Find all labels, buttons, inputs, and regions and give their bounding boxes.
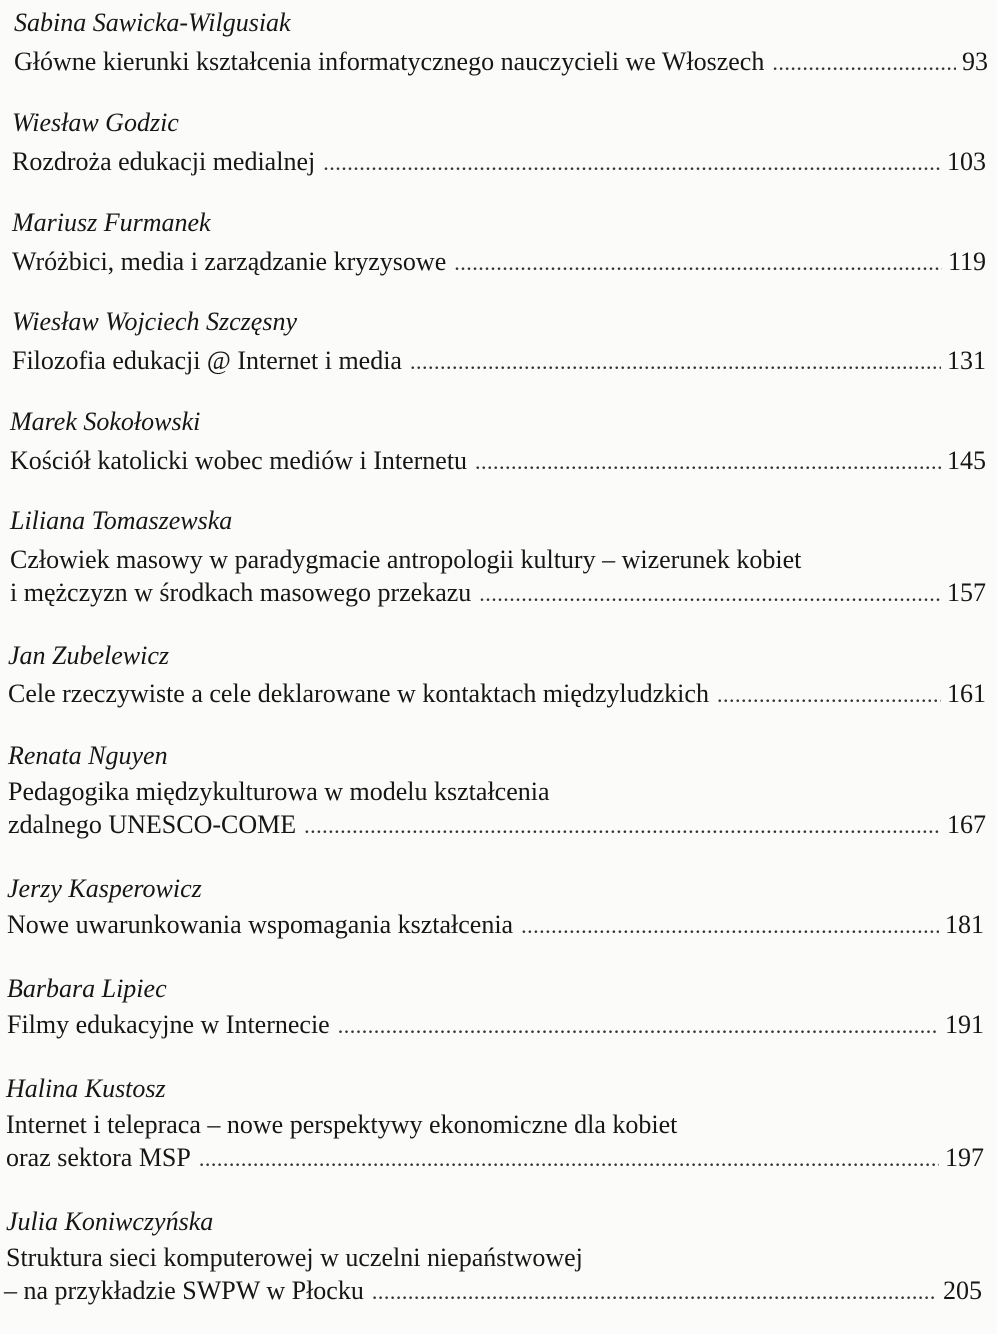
entry-title-row (12, 146, 986, 179)
entry-title-row (7, 909, 984, 942)
entry-title-row (6, 1142, 984, 1175)
leader-dots (199, 1143, 939, 1175)
entry-author: Barbara Lipiec (7, 974, 167, 1003)
leader-dots (410, 346, 941, 378)
entry-page-number: 145 (947, 446, 986, 475)
leader-dots (372, 1276, 937, 1308)
entry-title-row (12, 345, 986, 378)
entry-page-number: 131 (947, 346, 986, 375)
entry-author: Jerzy Kasperowicz (7, 874, 202, 903)
entry-title: – na przykładzie SWPW w Płocku (4, 1276, 364, 1305)
entry-title: Filmy edukacyjne w Internecie (7, 1010, 330, 1039)
entry-title-row (8, 678, 986, 711)
entry-page-number: 157 (947, 578, 986, 607)
entry-author: Mariusz Furmanek (12, 208, 211, 237)
entry-page-number: 167 (947, 810, 986, 839)
entry-author: Jan Zubelewicz (8, 641, 170, 670)
entry-title: Główne kierunki kształcenia informatycznego nauczycieli we Włoszech (14, 47, 765, 76)
leader-dots (717, 679, 941, 711)
entry-title-line: Pedagogika międzykulturowa w modelu kształcenia (8, 777, 550, 806)
entry-author: Renata Nguyen (8, 741, 168, 770)
entry-page-number: 161 (947, 679, 986, 708)
entry-page-number: 205 (943, 1276, 982, 1305)
entry-title: Rozdroża edukacji medialnej (12, 147, 316, 176)
entry-title: Nowe uwarunkowania wspomagania kształcenia (7, 910, 514, 939)
entry-title: Wróżbici, media i zarządzanie kryzysowe (12, 247, 447, 276)
entry-page-number: 93 (962, 47, 988, 76)
leader-dots (454, 247, 942, 279)
entry-page-number: 119 (947, 247, 986, 276)
entry-author: Sabina Sawicka-Wilgusiak (14, 8, 291, 37)
entry-title-row (12, 246, 986, 279)
leader-dots (521, 910, 939, 942)
entry-author: Halina Kustosz (6, 1074, 166, 1103)
leader-dots (475, 446, 941, 478)
leader-dots (323, 147, 941, 179)
entry-title-row (7, 1009, 984, 1042)
entry-title-line: Człowiek masowy w paradygmacie antropologii kultury – wizerunek kobiet (10, 545, 802, 574)
entry-title-row (14, 46, 988, 79)
entry-page-number: 197 (945, 1143, 984, 1172)
entry-title-row (10, 577, 986, 610)
entry-title: oraz sektora MSP (6, 1143, 191, 1172)
entry-author: Wiesław Wojciech Szczęsny (12, 307, 297, 336)
entry-title: Cele rzeczywiste a cele deklarowane w kontaktach międzyludzkich (8, 679, 709, 708)
entry-author: Liliana Tomaszewska (10, 506, 233, 535)
entry-title-line: Struktura sieci komputerowej w uczelni niepaństwowej (6, 1243, 583, 1272)
entry-title: Kościół katolicki wobec mediów i Internetu (10, 446, 468, 475)
entry-title: i mężczyzn w środkach masowego przekazu (10, 578, 472, 607)
entry-author: Julia Koniwczyńska (6, 1207, 214, 1236)
entry-title: Filozofia edukacji @ Internet i media (12, 346, 402, 375)
entry-page-number: 103 (947, 147, 986, 176)
entry-title: zdalnego UNESCO-COME (8, 810, 297, 839)
leader-dots (304, 810, 941, 842)
entry-page-number: 191 (945, 1010, 984, 1039)
entry-title-line: Internet i telepraca – nowe perspektywy ekonomiczne dla kobiet (6, 1110, 678, 1139)
entry-page-number: 181 (945, 910, 984, 939)
entry-title-row (4, 1275, 982, 1308)
entry-author: Marek Sokołowski (10, 407, 201, 436)
leader-dots (479, 578, 941, 610)
entry-title-row (10, 445, 986, 478)
entry-title-row (8, 809, 986, 842)
leader-dots (772, 47, 956, 79)
leader-dots (338, 1010, 939, 1042)
entry-author: Wiesław Godzic (12, 108, 179, 137)
